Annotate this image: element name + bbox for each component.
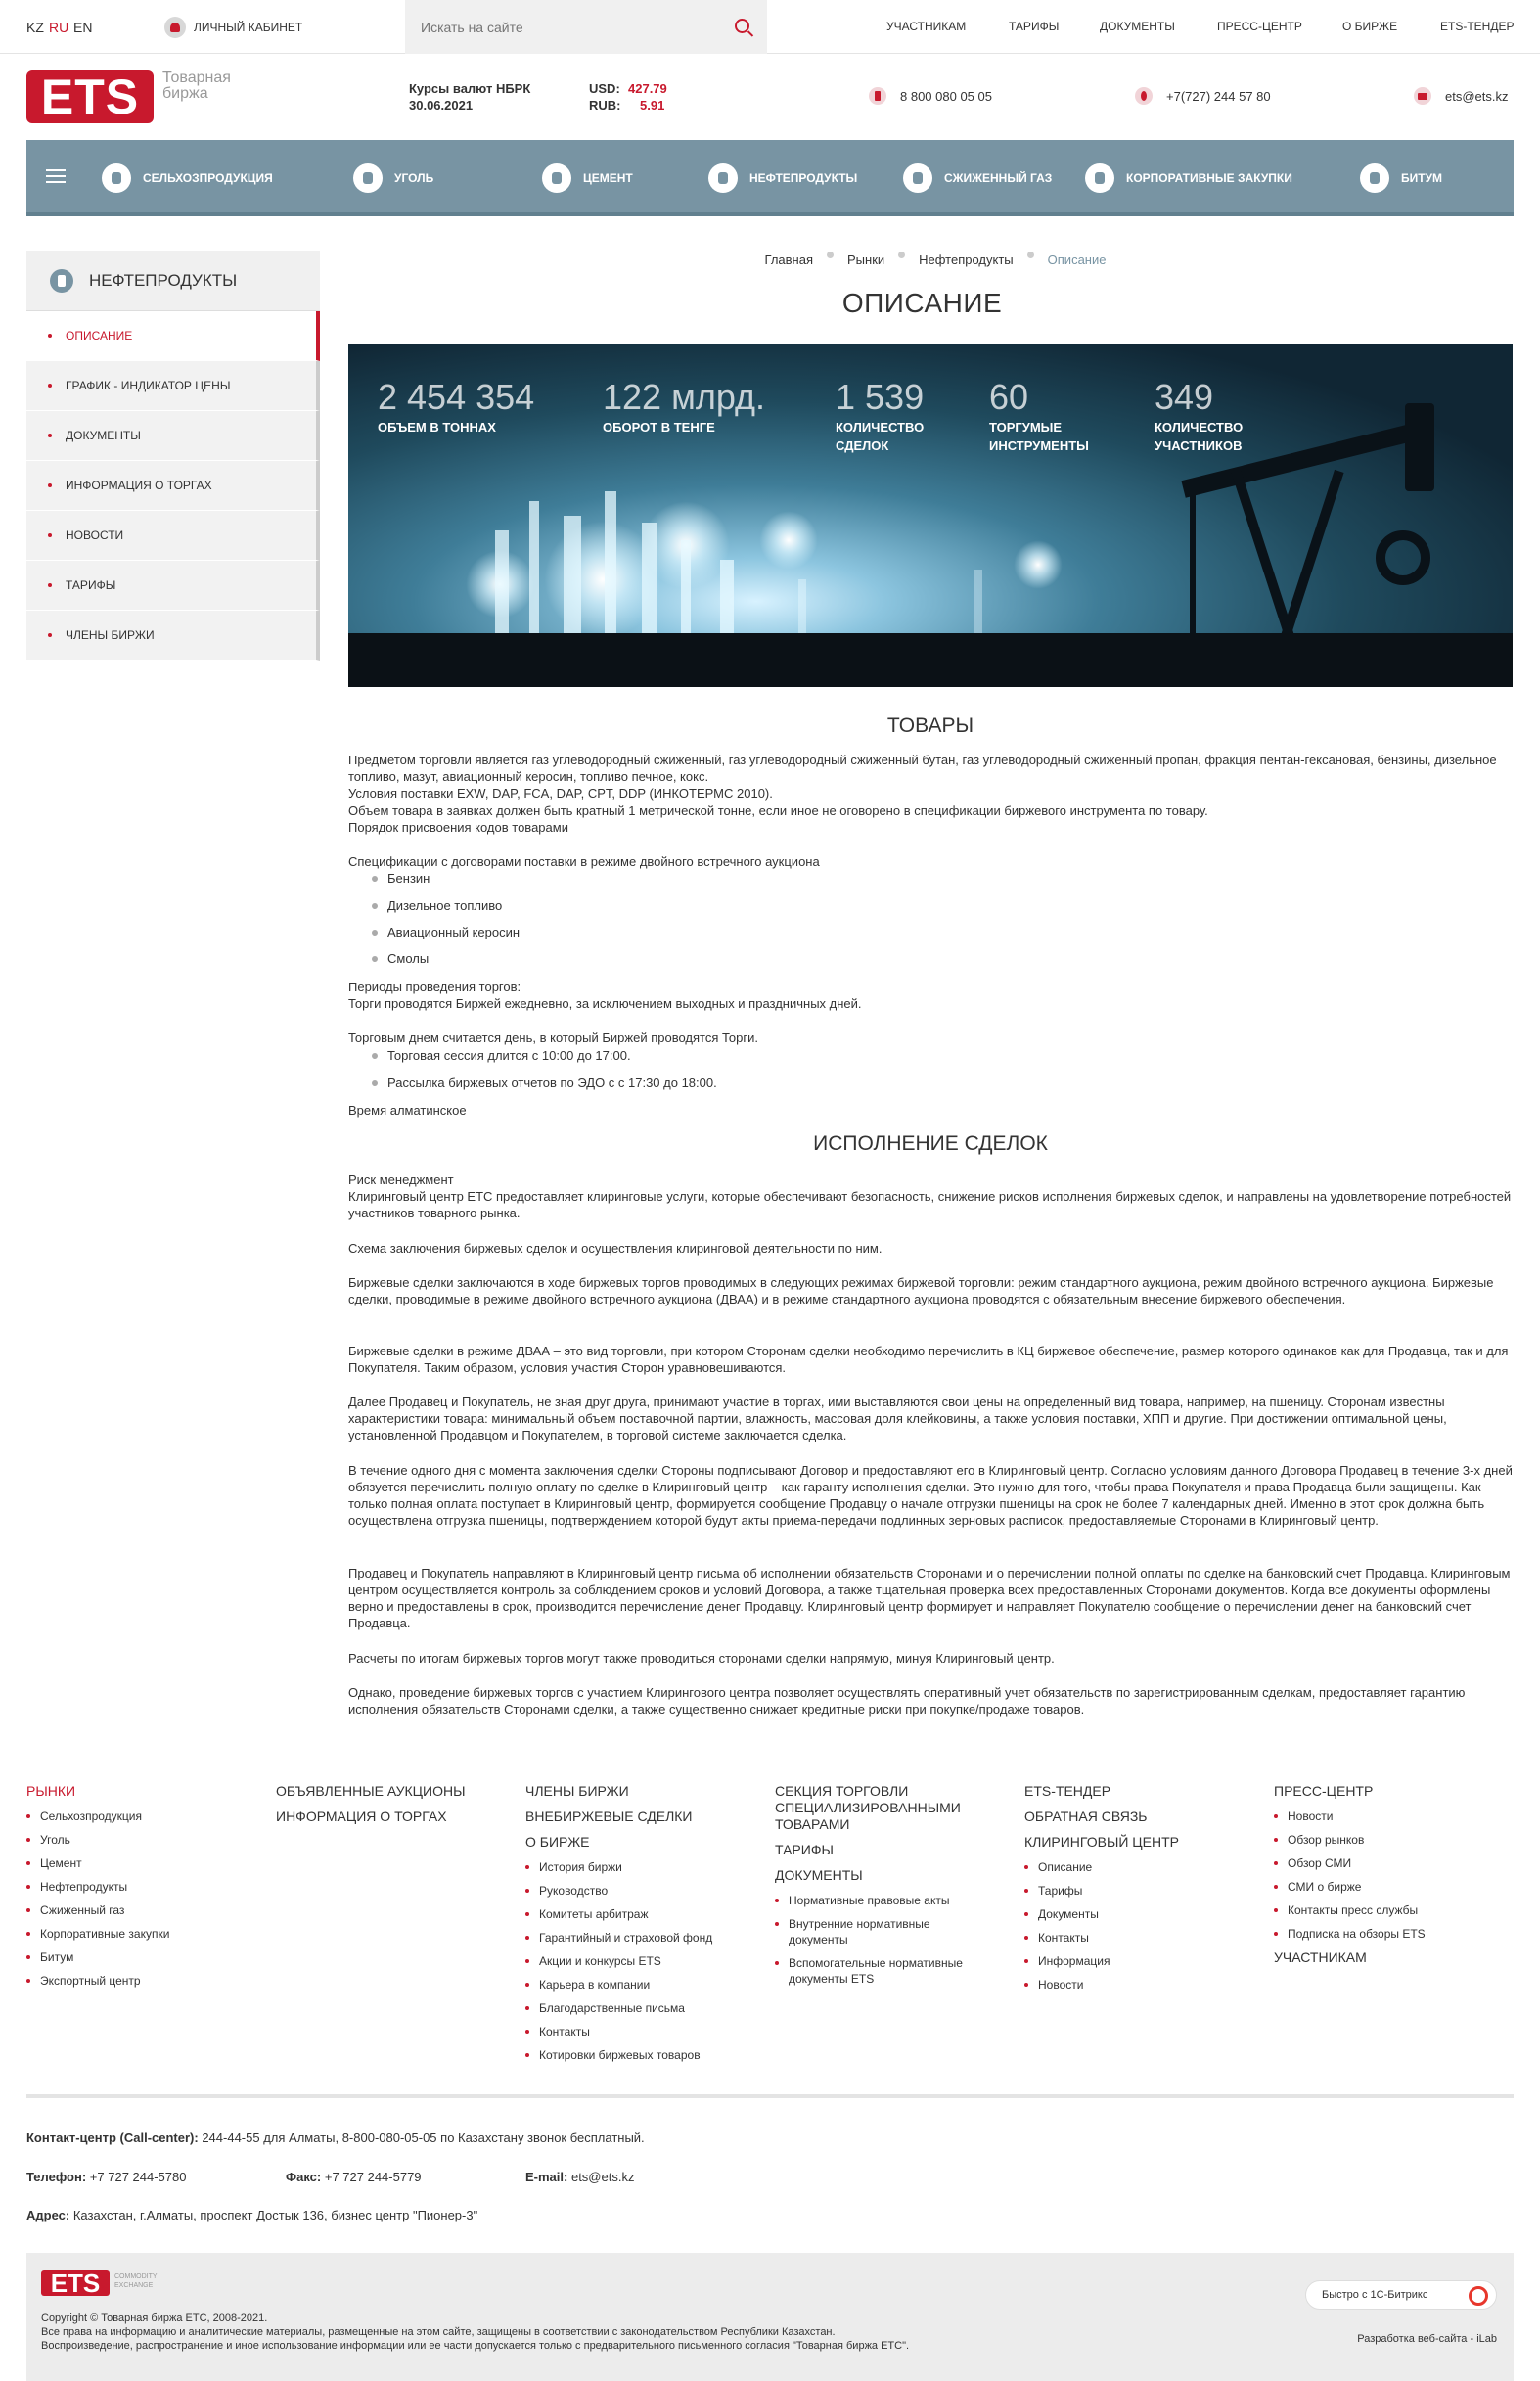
deals-paragraph-8: Расчеты по итогам биржевых торгов могут также проводиться сторонами сделки напрямую, минуя Клиринговый центр.	[348, 1651, 1055, 1666]
footer-col-section	[775, 1783, 963, 1994]
search-input[interactable]	[421, 20, 714, 35]
footer-tender-link[interactable]: ETS-ТЕНДЕР	[1024, 1783, 1111, 1799]
deals-scheme-link[interactable]: Схема заключения биржевых сделок и осуществления клиринговой деятельности по ним.	[348, 1241, 883, 1256]
footer-clearing-heading[interactable]: КЛИРИНГОВЫЙ ЦЕНТР	[1024, 1834, 1179, 1850]
footer-col-press	[1274, 1783, 1426, 1975]
footer-participants-link[interactable]: УЧАСТНИКАМ	[1274, 1949, 1367, 1965]
footer-link[interactable]: Битум	[26, 1949, 169, 1965]
footer-link[interactable]: Цемент	[26, 1855, 169, 1871]
goods-paragraph-2: Условия поставки EXW, DAP, FCA, DAP, CPT, DDP (ИНКОТЕРМС 2010).	[348, 786, 773, 801]
menu-agro[interactable]: СЕЛЬХОЗПРОДУКЦИЯ	[102, 163, 273, 193]
footer-link[interactable]: Документы	[1024, 1906, 1179, 1922]
footer-callcenter: Контакт-центр (Call-center): 244-44-55 для Алматы, 8-800-080-05-05 по Казахстану звонок бесплатный.	[26, 2130, 645, 2145]
lang-ru[interactable]: RU	[49, 20, 69, 35]
oil-barrel-icon	[708, 163, 738, 193]
goods-paragraph-7: Торги проводятся Биржей ежедневно, за исключением выходных и праздничных дней.	[348, 996, 862, 1011]
footer-link[interactable]: Экспортный центр	[26, 1973, 169, 1989]
deals-paragraph-3: Биржевые сделки заключаются в ходе биржевых торгов проводимых в следующих режимах биржевой торговли: режим стандартного аукциона, режим двойного встречного аукциона. Биржевые сделки, проводимые в режиме двойного встречного аукциона (ДВАА) и в режиме стандартного аукциона проводятся с обязательным внесение биржевого обеспечения.	[348, 1275, 1494, 1306]
list-item: Дизельное топливо	[372, 898, 502, 913]
topnav-press-center[interactable]: ПРЕСС-ЦЕНТР	[1217, 20, 1302, 33]
menu-cement[interactable]: ЦЕМЕНТ	[542, 163, 633, 193]
footer-link[interactable]: Сельхозпродукция	[26, 1809, 169, 1824]
footer-link[interactable]: Гарантийный и страховой фонд	[525, 1930, 712, 1946]
deals-paragraph-6: В течение одного дня с момента заключения сделки Стороны подписывают Договор и предоставляют его в Клиринговый центр. Согласно условиям данного Договора Продавец в течение 3-х дней обязуется перечислить полную оплату по сделке в Клиринговый центр – как гаранту исполнения сделки. Это нужно для того, чтобы права Покупателя и права Продавца были защищены. Как только полная оплата поступает в Клиринговый центр, формируется сообщение Продавцу о начале отгрузки пшеницы на срок не более 7 календарных дней. Именно в этот срок должна быть осуществлена отгрузка пшеницы, подтверждением которой будут акты приема-передачи подлинных зерновых расписок, предоставляемые Сторонами в Клиринговый центр.	[348, 1463, 1513, 1528]
footer-logo-tagline: COMMODITY EXCHANGE	[114, 2273, 158, 2289]
footer-markets-heading[interactable]: РЫНКИ	[26, 1783, 76, 1799]
footer-phone: Телефон: +7 727 244-5780	[26, 2170, 187, 2184]
footer-link[interactable]: Тарифы	[1024, 1883, 1179, 1899]
wheat-icon	[102, 163, 131, 193]
coal-icon	[353, 163, 383, 193]
breadcrumb-current: Описание	[1047, 252, 1107, 267]
footer-link[interactable]: Информация	[1024, 1953, 1179, 1969]
deals-risk-label: Риск менеджмент	[348, 1172, 454, 1187]
footer-link[interactable]: Внутренние нормативные документы	[775, 1916, 963, 1947]
footer-col-about	[525, 1783, 712, 2071]
topnav-documents[interactable]: ДОКУМЕНТЫ	[1100, 20, 1175, 33]
sidebar-title: НЕФТЕПРОДУКТЫ	[89, 270, 238, 290]
footer-ets-logo[interactable]: ETS	[41, 2270, 110, 2296]
usd-rate: 427.79	[628, 81, 667, 96]
footer-link[interactable]: Контакты	[525, 2024, 712, 2039]
copyright-bar	[26, 2253, 1514, 2381]
list-item: Рассылка биржевых отчетов по ЭДО с с 17:30 до 18:00.	[372, 1076, 717, 1090]
footer-link[interactable]: Благодарственные письма	[525, 2000, 712, 2016]
footer-feedback-link[interactable]: ОБРАТНАЯ СВЯЗЬ	[1024, 1809, 1148, 1824]
footer-address: Адрес: Казахстан, г.Алматы, проспект Достык 136, бизнес центр "Пионер-3"	[26, 2208, 478, 2222]
footer-documents-heading[interactable]: ДОКУМЕНТЫ	[775, 1867, 863, 1883]
sidebar-item-documents[interactable]: ДОКУМЕНТЫ	[26, 411, 320, 461]
footer-fax: Факс: +7 727 244-5779	[286, 2170, 422, 2184]
footer-link[interactable]: Нормативные правовые акты	[775, 1893, 963, 1908]
footer-link[interactable]: Котировки биржевых товаров	[525, 2047, 712, 2063]
footer-trading-info-link[interactable]: ИНФОРМАЦИЯ О ТОРГАХ	[276, 1809, 447, 1824]
ets-logo[interactable]: ETS	[26, 70, 154, 123]
footer-link[interactable]: Обзор рынков	[1274, 1832, 1426, 1848]
footer-auctions-link[interactable]: ОБЪЯВЛЕННЫЕ АУКЦИОНЫ	[276, 1783, 466, 1799]
mail-icon	[1414, 87, 1431, 105]
footer-link[interactable]: Уголь	[26, 1832, 169, 1848]
footer-link[interactable]: История биржи	[525, 1859, 712, 1875]
footer-link[interactable]: Акции и конкурсы ETS	[525, 1953, 712, 1969]
sidebar-item-news[interactable]: НОВОСТИ	[26, 511, 320, 561]
ilab-link[interactable]: Разработка веб-сайта - iLab	[1357, 2333, 1497, 2345]
lang-kz[interactable]: KZ	[26, 20, 44, 35]
bitumen-icon	[1360, 163, 1389, 193]
topnav-about[interactable]: О БИРЖЕ	[1342, 20, 1398, 33]
goods-heading: ТОВАРЫ	[886, 714, 974, 737]
breadcrumb-home[interactable]: Главная	[764, 252, 813, 267]
page-title: ОПИСАНИЕ	[841, 288, 1003, 318]
footer-col-auctions	[276, 1783, 465, 1834]
footer-link[interactable]: Описание	[1024, 1859, 1179, 1875]
sidebar-item-price-chart[interactable]: ГРАФИК - ИНДИКАТОР ЦЕНЫ	[26, 361, 320, 411]
gas-cylinder-icon	[903, 163, 932, 193]
topnav-participants[interactable]: УЧАСТНИКАМ	[886, 20, 967, 33]
email-link[interactable]: ets@ets.kz	[1414, 87, 1509, 105]
footer-email[interactable]: E-mail: ets@ets.kz	[525, 2170, 635, 2184]
search-icon[interactable]	[735, 19, 749, 33]
oil-barrel-icon	[50, 269, 73, 293]
goods-codes-link[interactable]: Порядок присвоения кодов товарами	[348, 820, 568, 835]
footer-members-link[interactable]: ЧЛЕНЫ БИРЖИ	[525, 1783, 629, 1799]
copyright-text: Copyright © Товарная биржа ЕТС, 2008-2021. Все права на информацию и аналитические материалы, размещенные на этом сайте, защищены в соответствии с законодательством Республики Казахстан. Воспроизведение, распространение и иное использование информации или ее части допускается только с предварительного письменного согласия "Товарная биржа ЕТС".	[41, 2312, 910, 2352]
deals-paragraph-7: Продавец и Покупатель направляют в Клиринговый центр письма об исполнении обязательств Сторонами и о перечислении полной оплаты по сделке на банковский счет Продавца. Клиринговым центром осуществляется контроль за соблюдением сроков и условий Договора, а также тщательная проверка всех предоставленных Сторонами документов. Когда все документы оформлены верно и предоставлены в срок, производится перечисление денег Продавцу. Клиринговый центр формирует и направляет Покупателю сообщение о перечислении денег на банковский счет Продавца.	[348, 1566, 1511, 1630]
menu-oil-products[interactable]: НЕФТЕПРОДУКТЫ	[708, 163, 857, 193]
personal-cabinet-label: ЛИЧНЫЙ КАБИНЕТ	[194, 21, 303, 34]
footer-divider	[26, 2094, 1514, 2098]
list-item: Смолы	[372, 951, 429, 966]
briefcase-icon	[1085, 163, 1114, 193]
bitrix-clock-icon	[1469, 2286, 1488, 2306]
stat-instruments: 60 ТОРГУМЫЕ ИНСТРУМЕНТЫ	[989, 377, 1089, 453]
goods-paragraph-6: Периоды проведения торгов:	[348, 980, 521, 994]
footer-link[interactable]: Новости	[1024, 1977, 1179, 1992]
logo-tagline: Товарная биржа	[162, 69, 231, 102]
footer-link[interactable]: Сжиженный газ	[26, 1902, 169, 1918]
hamburger-icon[interactable]	[46, 169, 66, 183]
menu-lpg[interactable]: СЖИЖЕННЫЙ ГАЗ	[903, 163, 1052, 193]
bitrix-badge[interactable]: Быстро с 1С-Битрикс	[1305, 2280, 1497, 2310]
sidebar-item-tariffs[interactable]: ТАРИФЫ	[26, 561, 320, 611]
footer-link[interactable]: Нефтепродукты	[26, 1879, 169, 1895]
footer-link[interactable]: Контакты	[1024, 1930, 1179, 1946]
stat-deals: 1 539 КОЛИЧЕСТВО СДЕЛОК	[836, 377, 925, 453]
currency-rates: USD: 427.79 RUB: 5.91	[589, 81, 667, 113]
footer-link[interactable]: Карьера в компании	[525, 1977, 712, 1992]
topnav-tariffs[interactable]: ТАРИФЫ	[1009, 20, 1060, 33]
footer-link[interactable]: Руководство	[525, 1883, 712, 1899]
breadcrumb	[0, 252, 1540, 267]
footer-section-link[interactable]: СЕКЦИЯ ТОРГОВЛИ СПЕЦИАЛИЗИРОВАННЫМИ ТОВАРАМИ	[775, 1783, 961, 1832]
rub-rate: 5.91	[640, 98, 665, 113]
phone-almaty[interactable]: +7(727) 244 57 80	[1135, 87, 1271, 105]
currency-rates-title: Курсы валют НБРК 30.06.2021	[409, 81, 531, 113]
deals-paragraph-1: Клиринговый центр ЕТС предоставляет клиринговые услуги, которые обеспечивают безопасность, снижение рисков исполнения биржевых сделок, и направлены на удовлетворение потребностей участников товарного рынка.	[348, 1189, 1512, 1220]
breadcrumb-markets[interactable]: Рынки	[847, 252, 885, 267]
deals-paragraph-5: Далее Продавец и Покупатель, не зная друг друга, принимают участие в торгах, ими выставляются свои цены на определенный вид товара, например, на пшеницу. Сторонам известны характеристики товара: минимальный объем поставочной партии, влажность, массовая доля клейковины, а также условия поставки, ХПП и другие. При достижении оптимальной цены, установленной Продавцом и Покупателем, в торговой системе заключается сделка.	[348, 1395, 1447, 1442]
deals-paragraph-9: Однако, проведение биржевых торгов с участием Клирингового центра позволяет осуществлять оперативный учет обязательств по зарегистрированным сделкам, предоставляет гарантию исполнения обязательств Сторонами сделки, а также существенно снижает кредитные риски при покупке/продаже товаров.	[348, 1685, 1466, 1717]
menu-coal[interactable]: УГОЛЬ	[353, 163, 433, 193]
goods-specs-link[interactable]: Спецификации с договорами поставки в режиме двойного встречного аукциона	[348, 854, 820, 869]
footer-link[interactable]: Новости	[1274, 1809, 1426, 1824]
footer-col-clearing	[1024, 1783, 1179, 2000]
cement-icon	[542, 163, 571, 193]
mobile-phone-icon	[869, 87, 886, 105]
sidebar-item-members[interactable]: ЧЛЕНЫ БИРЖИ	[26, 611, 320, 661]
stat-volume: 2 454 354 ОБЪЕМ В ТОННАХ	[378, 377, 535, 435]
footer-link[interactable]: Вспомогательные нормативные документы ETS	[775, 1955, 963, 1987]
goods-paragraph-3: Объем товара в заявках должен быть кратный 1 метрической тонне, если иное не оговорено в спецификации биржевого инструмента по товару.	[348, 803, 1208, 818]
stats-banner	[348, 344, 1513, 687]
stat-turnover: 122 млрд. ОБОРОТ В ТЕНГЕ	[603, 377, 766, 435]
goods-paragraph-9: Время алматинское	[348, 1103, 467, 1118]
footer-press-heading[interactable]: ПРЕСС-ЦЕНТР	[1274, 1783, 1374, 1799]
stat-participants: 349 КОЛИЧЕСТВО УЧАСТНИКОВ	[1155, 377, 1244, 453]
list-item: Торговая сессия длится с 10:00 до 17:00.	[372, 1048, 631, 1063]
footer-about-heading[interactable]: О БИРЖЕ	[525, 1834, 590, 1850]
breadcrumb-oil-products[interactable]: Нефтепродукты	[919, 252, 1014, 267]
footer-otc-link[interactable]: ВНЕБИРЖЕВЫЕ СДЕЛКИ	[525, 1809, 693, 1824]
phone-free[interactable]: 8 800 080 05 05	[869, 87, 992, 105]
search-box	[405, 0, 767, 54]
user-icon	[164, 17, 186, 38]
personal-cabinet-link[interactable]	[164, 17, 302, 38]
topnav-ets-tender[interactable]: ETS-ТЕНДЕР	[1440, 20, 1515, 33]
footer-link[interactable]: Подписка на обзоры ETS	[1274, 1926, 1426, 1942]
menu-corporate[interactable]: КОРПОРАТИВНЫЕ ЗАКУПКИ	[1085, 163, 1292, 193]
phone-icon	[1135, 87, 1153, 105]
sidebar	[26, 251, 320, 661]
footer-col-markets	[26, 1783, 169, 1996]
menu-bitumen[interactable]: БИТУМ	[1360, 163, 1442, 193]
list-item: Бензин	[372, 871, 430, 886]
list-item: Авиационный керосин	[372, 925, 520, 939]
footer-tariffs-link[interactable]: ТАРИФЫ	[775, 1842, 834, 1857]
goods-paragraph-1: Предметом торговли является газ углеводородный сжиженный, газ углеводородный сжиженный бутан, газ углеводородный сжиженный пропан, фракция пентан-гексановая, бензины, дизельное топливо, мазут, авиационный керосин, топливо печное, кокс.	[348, 753, 1497, 784]
footer-link[interactable]: Обзор СМИ	[1274, 1855, 1426, 1871]
footer-link[interactable]: СМИ о бирже	[1274, 1879, 1426, 1895]
sidebar-item-description[interactable]: ОПИСАНИЕ	[26, 311, 320, 361]
footer-link[interactable]: Комитеты арбитраж	[525, 1906, 712, 1922]
lang-en[interactable]: EN	[73, 20, 93, 35]
main-menu	[26, 140, 1514, 216]
deals-heading: ИСПОЛНЕНИЕ СДЕЛОК	[813, 1132, 1048, 1155]
footer-link[interactable]: Корпоративные закупки	[26, 1926, 169, 1942]
footer-link[interactable]: Контакты пресс службы	[1274, 1902, 1426, 1918]
sidebar-item-trading-info[interactable]: ИНФОРМАЦИЯ О ТОРГАХ	[26, 461, 320, 511]
deals-paragraph-4: Биржевые сделки в режиме ДВАА – это вид торговли, при котором Сторонам сделки необходимо перечислить в КЦ биржевое обеспечение, размер которого одинаков как для Продавца, так и для Покупателя. Таким образом, условия участия Сторон уравновешиваются.	[348, 1344, 1509, 1375]
goods-paragraph-8: Торговым днем считается день, в который Биржей проводятся Торги.	[348, 1030, 758, 1045]
